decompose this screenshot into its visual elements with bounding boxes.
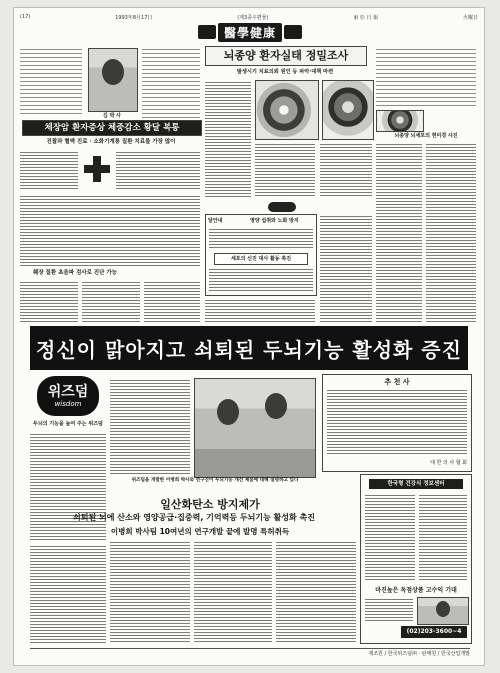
- body-text-block: [426, 142, 476, 322]
- postal-class: (제3종우편물): [237, 14, 269, 21]
- body-text-block: [376, 142, 422, 322]
- issue-date: 1993年8月17日: [115, 14, 153, 21]
- article-headline: 뇌종양 환자실태 정밀조사: [205, 46, 367, 66]
- sidebar-box: [205, 214, 317, 296]
- wisdom-logo: [37, 376, 99, 416]
- microscope-photo: [322, 80, 374, 140]
- newspaper-name: 東 亞 日 報: [353, 14, 379, 21]
- person-head: [436, 601, 450, 617]
- body-text-block: [419, 493, 467, 581]
- ornament-icon: [284, 25, 302, 39]
- portrait-caption: 김 박 사: [103, 113, 121, 119]
- body-text-block: [255, 142, 315, 198]
- medical-cross-icon: [84, 156, 110, 182]
- article-subheadline: 발생시기 치료의뢰 원인 등 파악·대책 마련: [236, 69, 334, 75]
- phone-number[interactable]: (02)203-3600~4: [401, 626, 467, 638]
- body-text-block: [20, 194, 200, 266]
- body-text-block: [320, 214, 372, 322]
- body-text-block: [205, 298, 315, 322]
- body-text-block: [30, 432, 106, 540]
- researchers-photo: [194, 378, 316, 478]
- sidebar-title: 영양 섭취와 노화 방지: [250, 218, 299, 224]
- researcher-head: [217, 399, 239, 425]
- ad-subhead-3: 이병희 박사팀 10여년의 연구개발 끝에 발명 특허취득: [110, 527, 290, 536]
- body-text-block: [20, 46, 82, 116]
- researcher-head: [265, 393, 287, 419]
- ad-footer: 제조원 / 한국위즈덤㈜ · 판매원 / 한국산업개발: [30, 648, 470, 659]
- section-title: 醫學健康: [218, 23, 282, 42]
- ornament-icon: [198, 25, 216, 39]
- body-text-block: [365, 597, 413, 623]
- body-text-block: [320, 142, 372, 198]
- cell-diagram-photo: [376, 110, 424, 132]
- body-text-block: [144, 280, 200, 324]
- section-subtitle: 췌장 질환 초음파 검사로 진단 가능: [33, 270, 117, 276]
- folio-line: [20, 12, 478, 22]
- body-text-block: [327, 388, 467, 456]
- body-text-block: [205, 80, 251, 198]
- body-text-block: [276, 540, 356, 644]
- body-text-block: [110, 378, 190, 474]
- recommendation-box: [322, 374, 472, 472]
- lab-table: [195, 449, 315, 477]
- recommendation-signature: 대 한 의 사 협 회: [430, 460, 467, 466]
- body-text-block: [142, 46, 200, 118]
- article-headline: 체장암 환자증상 체중감소 황달 복통: [22, 120, 202, 136]
- ad-intro: 두뇌의 기능을 높여 주는 위즈덤: [33, 421, 103, 427]
- page-number: (17): [20, 14, 31, 20]
- body-text-block: [82, 280, 140, 324]
- body-text-block: [20, 150, 78, 190]
- article-subheadline: 진찰과 혈액 진료 · 소화기계통 질환 치료를 가장 많이: [46, 139, 176, 145]
- divider-emblem-icon: [268, 202, 296, 212]
- brand-name: 위즈덤: [47, 383, 89, 400]
- franchise-box: [360, 474, 472, 644]
- weekday: 火曜日: [462, 14, 478, 21]
- product-photo: [417, 597, 469, 625]
- photo-caption: 위즈덤을 개발한 이병희 박사와 연구진이 두뇌기능 개선 제품에 대해 설명하고 있다: [131, 478, 299, 483]
- body-text-block: [30, 544, 106, 644]
- body-text-block: [209, 267, 313, 291]
- ad-subhead-1: 일산화탄소 방지제가: [160, 498, 260, 511]
- body-text-block: [209, 227, 313, 249]
- section-masthead: [165, 22, 335, 42]
- body-text-block: [116, 150, 200, 190]
- body-text-block: [194, 540, 272, 644]
- recommendation-title: 추 천 사: [384, 378, 410, 386]
- franchise-subtitle: 마진높은 독점상품 고수익 기대: [375, 587, 457, 594]
- portrait-photo: [88, 48, 138, 112]
- portrait-head: [102, 59, 124, 85]
- franchise-title: 한국형 건강식 정보센터: [369, 479, 463, 489]
- brand-name-en: wisdom: [54, 399, 82, 408]
- body-text-block: [110, 540, 190, 644]
- sidebar-label: 달안내: [208, 218, 223, 224]
- ad-subhead-2: 쇠퇴된 뇌에 산소와 영양공급·집중력, 기억력등 두뇌기능 활성화 촉진: [73, 513, 315, 522]
- body-text-block: [376, 46, 476, 108]
- ad-banner-headline: 정신이 맑아지고 쇠퇴된 두뇌기능 활성화 증진: [30, 326, 468, 370]
- photo-caption: 뇌종양 뇌세포의 현미경 사진: [394, 133, 458, 139]
- body-text-block: [20, 280, 78, 324]
- body-text-block: [365, 493, 415, 581]
- pull-quote: 세포의 신진 대사 활동 촉진: [214, 253, 308, 265]
- microscope-photo: [255, 80, 319, 140]
